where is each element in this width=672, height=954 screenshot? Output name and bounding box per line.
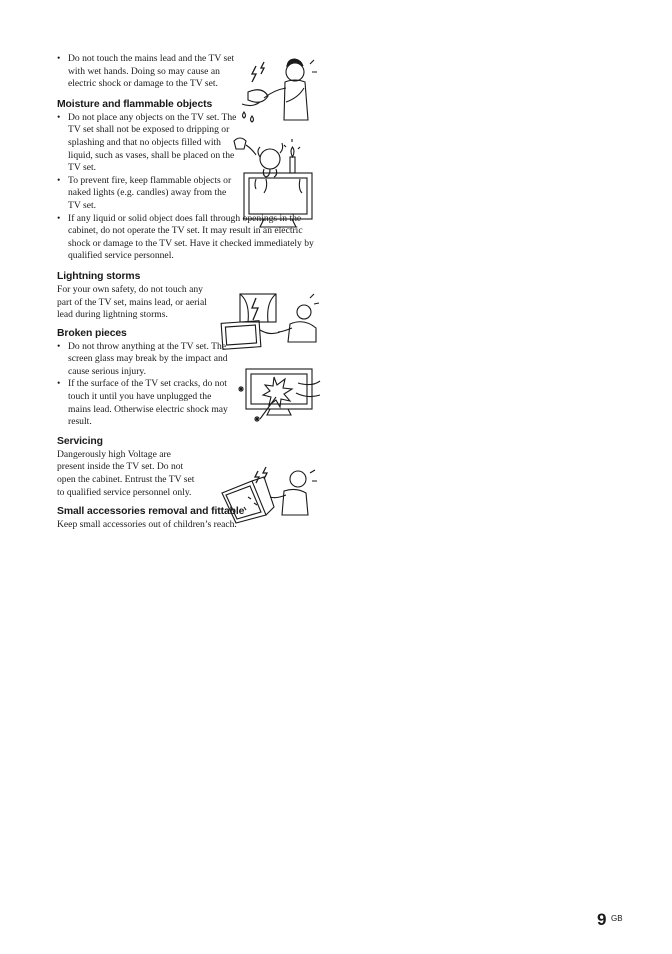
lightning-heading: Lightning storms bbox=[57, 270, 141, 282]
wet-hands-illustration bbox=[238, 52, 318, 124]
broken-screen-illustration bbox=[236, 363, 322, 427]
language-code: GB bbox=[611, 914, 623, 923]
moisture-heading: Moisture and flammable objects bbox=[57, 98, 213, 110]
lightning-storm-illustration bbox=[220, 292, 320, 354]
wet-hands-warning: • Do not touch the mains lead and the TV set with wet hands. Doing so may cause an electric shock or damage to the TV set. bbox=[57, 53, 238, 91]
moisture-bullet-1: • Do not place any objects on the TV set. The TV set shall not be exposed to dripping or splashing and that no objects filled with liquid, such as vases, shall be placed on the TV set. bbox=[57, 112, 246, 175]
lightning-text: For your own safety, do not touch any part of the TV set, mains lead, or aerial lead during lightning storms. bbox=[57, 283, 207, 321]
servicing-heading: Servicing bbox=[57, 435, 103, 447]
broken-bullet-1: • Do not throw anything at the TV set. The screen glass may break by the impact and cause serious injury. bbox=[57, 341, 233, 379]
vase-candle-illustration bbox=[230, 133, 318, 229]
moisture-bullet-3: • If any liquid or solid object does fall through openings in the cabinet, do not operate the TV set. It may result in an electric shock or damage to the TV set. Have it checked immediately by qualified service personnel. bbox=[57, 213, 319, 263]
moisture-bullet-2: • To prevent fire, keep flammable objects or naked lights (e.g. candles) away from the TV set. bbox=[57, 175, 240, 213]
page-number: 9 bbox=[597, 910, 607, 929]
broken-heading: Broken pieces bbox=[57, 327, 127, 339]
accessories-text: Keep small accessories out of children’s reach. bbox=[57, 519, 237, 531]
servicing-illustration bbox=[218, 463, 318, 525]
servicing-text: Dangerously high Voltage are present inside the TV set. Do not open the cabinet. Entrust the TV set to qualified service personnel only. bbox=[57, 448, 195, 498]
accessories-heading: Small accessories removal and fittable bbox=[57, 506, 245, 518]
broken-bullet-2: • If the surface of the TV set cracks, do not touch it until you have unplugged the mains lead. Otherwise electric shock may result. bbox=[57, 378, 233, 428]
